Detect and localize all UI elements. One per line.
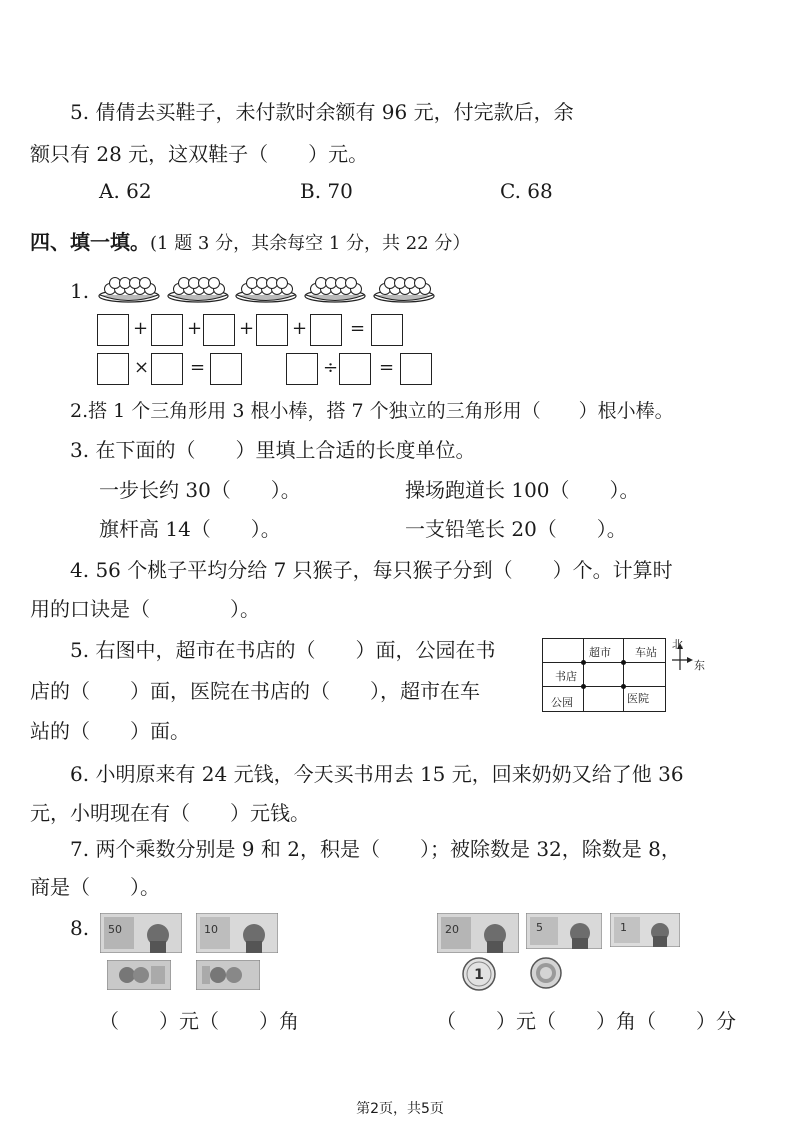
- fill-5-line-2: 店的（ ）面，医院在书店的（ ），超市在车: [30, 679, 480, 703]
- fill-5-line-1: 5. 右图中，超市在书店的（ ）面，公园在书: [70, 638, 496, 662]
- equals-sign: =: [350, 318, 366, 339]
- map-label-hospital: 医院: [627, 692, 649, 705]
- question-5-line-2: 额只有 28 元，这双鞋子（ ）元。: [30, 142, 369, 166]
- fill-3-prompt: 3. 在下面的（ ）里填上合适的长度单位。: [70, 438, 476, 462]
- map-label-park: 公园: [551, 696, 573, 709]
- fill-7-line-1: 7. 两个乘数分别是 9 和 2，积是（ ）；被除数是 32，除数是 8，: [70, 837, 681, 861]
- answer-box-div-result[interactable]: [400, 353, 432, 385]
- answer-box-add-2[interactable]: [151, 314, 183, 346]
- grid-line: [543, 686, 665, 687]
- note-value: 50: [108, 923, 122, 936]
- direction-map: [542, 638, 666, 712]
- section-title: 四、填一填。: [30, 230, 150, 254]
- fill-3-item-3: 旗杆高 14（ ）。: [99, 517, 281, 541]
- plus-sign: +: [292, 318, 308, 339]
- fill-3-item-4: 一支铅笔长 20（ ）。: [405, 517, 627, 541]
- coin-jiao: [529, 956, 563, 990]
- map-label-bookstore: 书店: [555, 670, 577, 683]
- coin-value: 1: [474, 967, 484, 983]
- banknote-jiao-2: [196, 960, 260, 990]
- egg-plate: [168, 278, 228, 303]
- fill-3-item-2: 操场跑道长 100（ ）。: [405, 478, 640, 502]
- compass-north-label: 北: [672, 638, 683, 651]
- section-heading: [30, 229, 470, 257]
- answer-box-mul-1[interactable]: [97, 353, 129, 385]
- fill-7-line-2: 商是（ ）。: [30, 875, 160, 899]
- plus-sign: +: [133, 318, 149, 339]
- banknote-1-yuan: [610, 913, 680, 947]
- note-value: 10: [204, 923, 218, 936]
- banknote-jiao-1: [107, 960, 171, 990]
- equals-sign: =: [379, 357, 395, 378]
- answer-box-div-1[interactable]: [286, 353, 318, 385]
- option-b: B. 70: [300, 179, 353, 203]
- plus-sign: +: [239, 318, 255, 339]
- times-sign: ×: [134, 357, 150, 378]
- note-value: 20: [445, 923, 459, 936]
- answer-box-add-result[interactable]: [371, 314, 403, 346]
- egg-plate: [236, 278, 296, 303]
- map-label-supermarket: 超市: [589, 646, 611, 659]
- egg-plate: [305, 278, 365, 303]
- answer-box-div-2[interactable]: [339, 353, 371, 385]
- option-c: C. 68: [500, 179, 553, 203]
- egg-plates-illustration: [98, 276, 438, 306]
- fill-5-line-3: 站的（ ）面。: [30, 719, 190, 743]
- grid-line: [583, 639, 584, 711]
- answer-box-add-4[interactable]: [256, 314, 288, 346]
- fill-6-line-2: 元，小明现在有（ ）元钱。: [30, 801, 310, 825]
- banknote-20-yuan: [437, 913, 519, 953]
- section-scoring: (1 题 3 分，其余每空 1 分，共 22 分）: [150, 233, 471, 254]
- fill-6-line-1: 6. 小明原来有 24 元钱，今天买书用去 15 元，回来奶奶又给了他 36: [70, 762, 684, 786]
- banknote-50-yuan: [100, 913, 182, 953]
- fill-8-answer-left: （ ）元（ ）角: [99, 1009, 299, 1033]
- divide-sign: ÷: [323, 357, 339, 378]
- fill-2: 2.搭 1 个三角形用 3 根小棒，搭 7 个独立的三角形用（ ）根小棒。: [70, 400, 674, 422]
- banknote-10-yuan: [196, 913, 278, 953]
- fill-8-answer-right: （ ）元（ ）角（ ）分: [436, 1009, 736, 1033]
- plus-sign: +: [187, 318, 203, 339]
- fill-4-line-1: 4. 56 个桃子平均分给 7 只猴子，每只猴子分到（ ）个。计算时: [70, 558, 673, 582]
- grid-line: [623, 639, 624, 711]
- answer-box-add-5[interactable]: [310, 314, 342, 346]
- question-5-line-1: 5. 倩倩去买鞋子，未付款时余额有 96 元，付完款后，余: [70, 100, 574, 124]
- banknote-5-yuan: [526, 913, 602, 949]
- answer-box-mul-result[interactable]: [210, 353, 242, 385]
- egg-plate: [99, 278, 159, 303]
- note-value: 5: [536, 921, 543, 934]
- map-point: [581, 660, 586, 665]
- answer-box-mul-2[interactable]: [151, 353, 183, 385]
- map-point: [581, 684, 586, 689]
- option-a: A. 62: [99, 179, 152, 203]
- egg-plate: [374, 278, 434, 303]
- fill-3-item-1: 一步长约 30（ ）。: [99, 478, 301, 502]
- coin-1-yuan: [461, 956, 497, 992]
- map-label-station: 车站: [635, 646, 657, 659]
- equals-sign: =: [190, 357, 206, 378]
- grid-line: [543, 662, 665, 663]
- compass-east-label: 东: [694, 659, 705, 672]
- map-point: [621, 684, 626, 689]
- page-footer: 第2页，共5页: [356, 1101, 444, 1117]
- fill-1-number: 1.: [70, 279, 90, 303]
- fill-8-number: 8.: [70, 916, 90, 940]
- compass: [668, 640, 708, 680]
- map-point: [621, 660, 626, 665]
- fill-4-line-2: 用的口诀是（ ）。: [30, 597, 260, 621]
- answer-box-add-1[interactable]: [97, 314, 129, 346]
- answer-box-add-3[interactable]: [203, 314, 235, 346]
- note-value: 1: [620, 921, 627, 934]
